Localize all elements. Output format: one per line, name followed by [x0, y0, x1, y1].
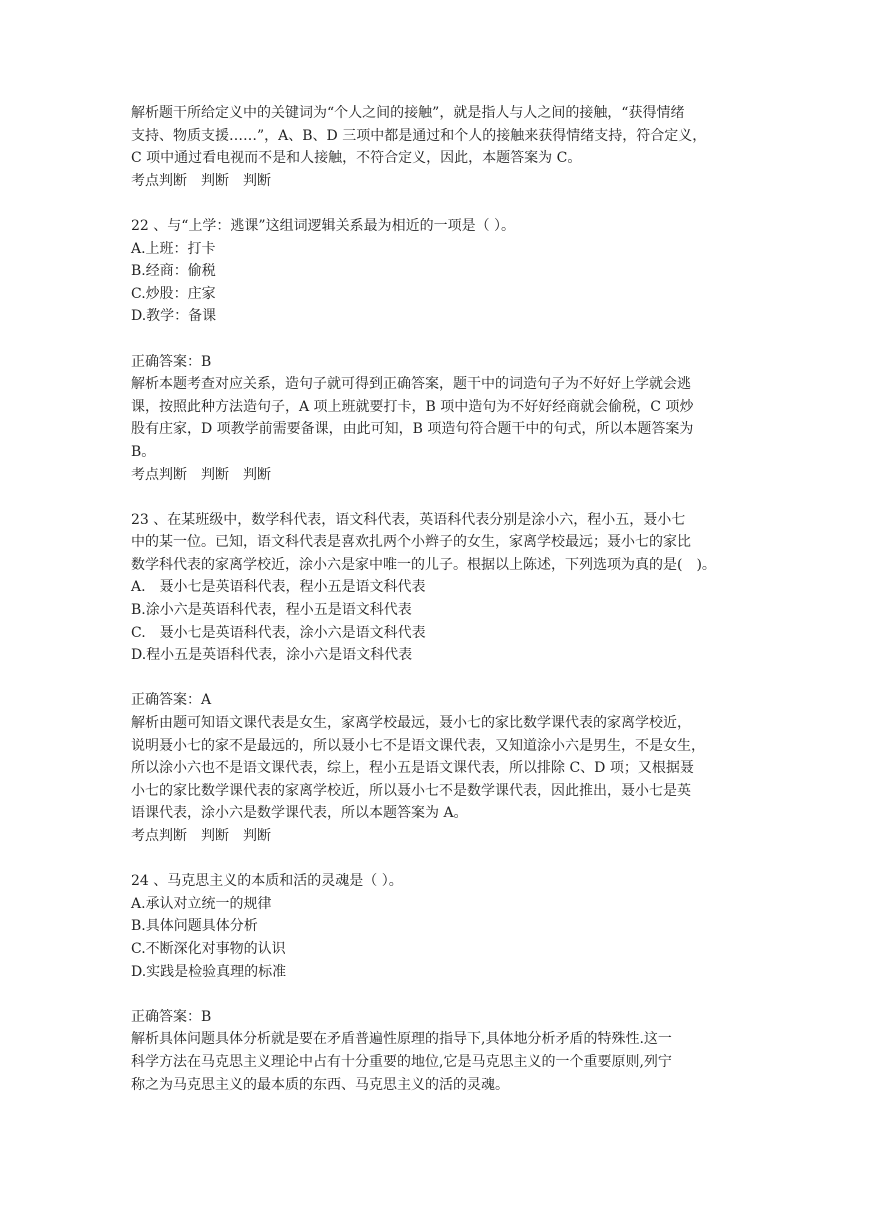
paragraph-line: 解析本题考查对应关系，造句子就可得到正确答案，题干中的词造句子为不好好上学就会逃	[131, 376, 691, 393]
blank-line	[131, 667, 746, 690]
blank-line	[131, 848, 746, 871]
text-line: C. 聂小七是英语科代表，涂小六是语文科代表	[131, 624, 426, 641]
paragraph-line: 支持、物质支援……”，A、B、D 三项中都是通过和个人的接触来获得情绪支持，符合定义，	[131, 127, 707, 144]
paragraph-line: 所以涂小六也不是语文课代表，综上，程小五是语文课代表，所以排除 C、D 项；又根据聂	[131, 760, 694, 777]
paragraph	[131, 1028, 746, 1096]
text-line: A. 聂小七是英语科代表，程小五是语文科代表	[131, 579, 426, 596]
text-line: 22 、与“上学：逃课”这组词逻辑关系最为相近的一项是（ ）。	[131, 217, 516, 234]
paragraph-line: 中的某一位。已知，语文科代表是喜欢扎两个小辫子的女生，家离学校最远；聂小七的家比	[131, 534, 691, 551]
text-line: 正确答案：B	[131, 1008, 212, 1025]
text-line: 考点判断 判断 判断	[131, 466, 271, 483]
blank-line	[131, 486, 746, 509]
paragraph-line: 数学科代表的家离学校近，涂小六是家中唯一的儿子。根据以上陈述，下列选项为真的是( )。	[131, 556, 716, 573]
text-line: 考点判断 判断 判断	[131, 172, 271, 189]
paragraph	[131, 102, 746, 170]
text-line: D.程小五是英语科代表，涂小六是语文科代表	[131, 647, 413, 664]
text-line: B.经商：偷税	[131, 263, 216, 280]
paragraph	[131, 712, 746, 825]
text-line: B.具体问题具体分析	[131, 918, 258, 935]
blank-line	[131, 328, 746, 351]
blank-line	[131, 983, 746, 1006]
text-line: D.教学：备课	[131, 308, 217, 325]
paragraph-line: C 项中通过看电视而不是和人接触，不符合定义，因此，本题答案为 C。	[131, 150, 582, 167]
text-line: D.实践是检验真理的标准	[131, 963, 287, 980]
text-line: A.承认对立统一的规律	[131, 895, 272, 912]
paragraph-line: 科学方法在马克思主义理论中占有十分重要的地位,它是马克思主义的一个重要原则,列宁	[131, 1053, 672, 1070]
paragraph-line: 说明聂小七的家不是最远的，所以聂小七不是语文课代表，又知道涂小六是男生，不是女生，	[131, 737, 705, 754]
paragraph-line: B。	[131, 443, 156, 460]
paragraph-line: 解析具体问题具体分析就是要在矛盾普遍性原理的指导下,具体地分析矛盾的特殊性.这一	[131, 1031, 672, 1048]
text-line: B.涂小六是英语科代表，程小五是语文科代表	[131, 602, 412, 619]
blank-line	[131, 192, 746, 215]
text-line: 考点判断 判断 判断	[131, 828, 271, 844]
paragraph	[131, 509, 746, 577]
paragraph-line: 小七的家比数学课代表的家离学校近，所以聂小七不是数学课代表，因此推出，聂小七是英	[131, 782, 691, 799]
paragraph-line: 23 、在某班级中，数学科代表，语文科代表，英语科代表分别是涂小六，程小五，聂小七	[131, 511, 686, 528]
text-line: 24 、马克思主义的本质和活的灵魂是（ ）。	[131, 873, 403, 890]
text-line: 正确答案：B	[131, 353, 212, 370]
paragraph-line: 课，按照此种方法造句子，A 项上班就要打卡，B 项中造句为不好好经商就会偷税，C 项炒	[131, 398, 694, 415]
text-line: C.不断深化对事物的认识	[131, 940, 286, 957]
text-line: C.炒股：庄家	[131, 285, 216, 302]
text-line: 正确答案：A	[131, 692, 212, 709]
paragraph	[131, 373, 746, 463]
paragraph-line: 解析由题可知语文课代表是女生，家离学校最远，聂小七的家比数学课代表的家离学校近，	[131, 715, 691, 732]
paragraph-line: 称之为马克思主义的最本质的东西、马克思主义的活的灵魂。	[131, 1076, 509, 1093]
paragraph-line: 语课代表，涂小六是数学课代表，所以本题答案为 A。	[131, 805, 468, 822]
text-line: A.上班：打卡	[131, 240, 216, 257]
document-page	[131, 102, 746, 1096]
paragraph-line: 股有庄家，D 项教学前需要备课，由此可知，B 项造句符合题干中的句式，所以本题答案为	[131, 421, 694, 438]
paragraph-line: 解析题干所给定义中的关键词为“个人之间的接触”，就是指人与人之间的接触，“获得情绪	[131, 105, 685, 121]
